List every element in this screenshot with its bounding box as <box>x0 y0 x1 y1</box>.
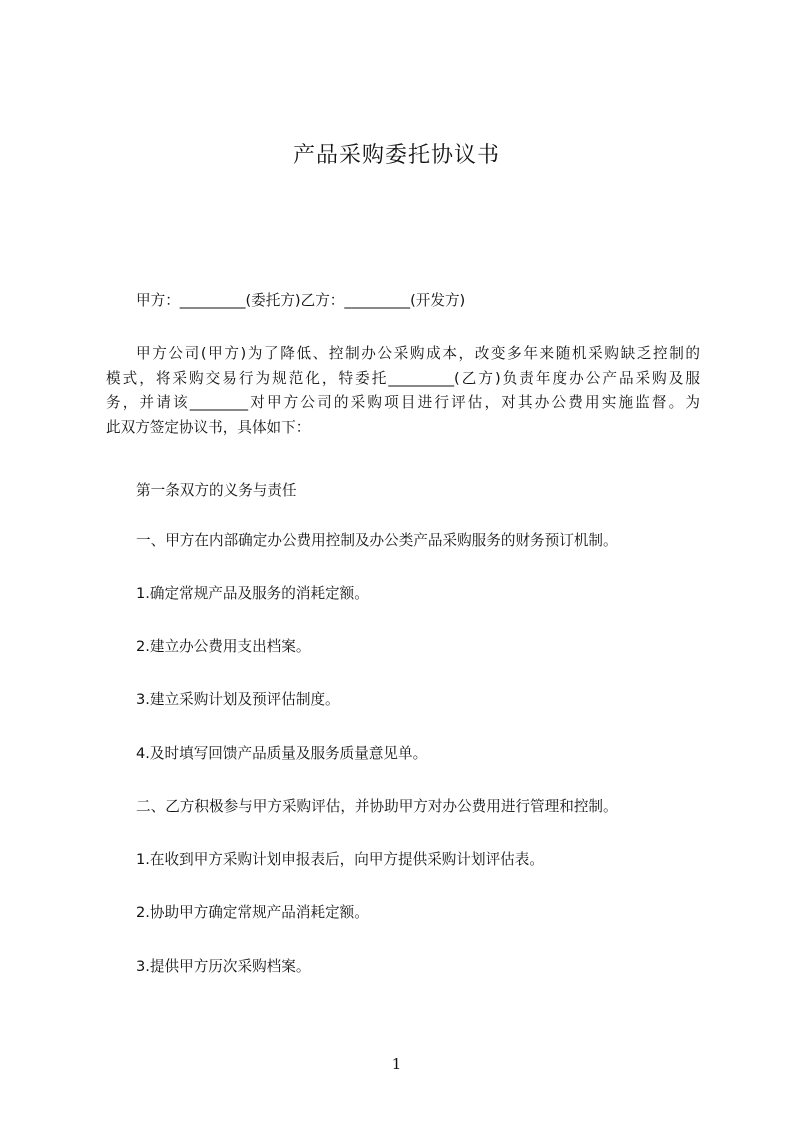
intro-line-1: 甲方公司(甲方)为了降低、控制办公采购成本，改变多年来随机采购缺乏控制的 <box>136 345 700 362</box>
section-one-item-2: 2.建立办公费用支出档案。 <box>136 638 311 655</box>
section-two-heading: 二、乙方积极参与甲方采购评估，并协助甲方对办公费用进行管理和控制。 <box>136 798 618 815</box>
document-title: 产品采购委托协议书 <box>292 143 500 168</box>
intro-line-3: 务，并请该________对甲方公司的采购项目进行评估，对其办公费用实施监督。为 <box>106 394 700 412</box>
section-two-item-2: 2.协助甲方确定常规产品消耗定额。 <box>136 904 369 921</box>
intro-line-4: 此双方签定协议书，具体如下： <box>106 418 311 436</box>
page-number: 1 <box>391 1055 402 1073</box>
article-heading: 第一条双方的义务与责任 <box>136 482 297 499</box>
parties-line: 甲方：_________(委托方)乙方：_________(开发方) <box>136 292 466 309</box>
intro-line-2: 模式，将采购交易行为规范化，特委托_________(乙方)负责年度办公产品采购及服 <box>106 369 700 387</box>
section-two-item-1: 1.在收到甲方采购计划申报表后，向甲方提供采购计划评估表。 <box>136 851 544 868</box>
section-one-item-1: 1.确定常规产品及服务的消耗定额。 <box>136 585 369 602</box>
section-one-item-4: 4.及时填写回馈产品质量及服务质量意见单。 <box>136 745 428 762</box>
section-one-item-3: 3.建立采购计划及预评估制度。 <box>136 691 340 708</box>
intro-paragraph <box>106 342 700 440</box>
section-one-heading: 一、甲方在内部确定办公费用控制及办公类产品采购服务的财务预订机制。 <box>136 532 618 549</box>
section-two-item-3: 3.提供甲方历次采购档案。 <box>136 958 311 975</box>
